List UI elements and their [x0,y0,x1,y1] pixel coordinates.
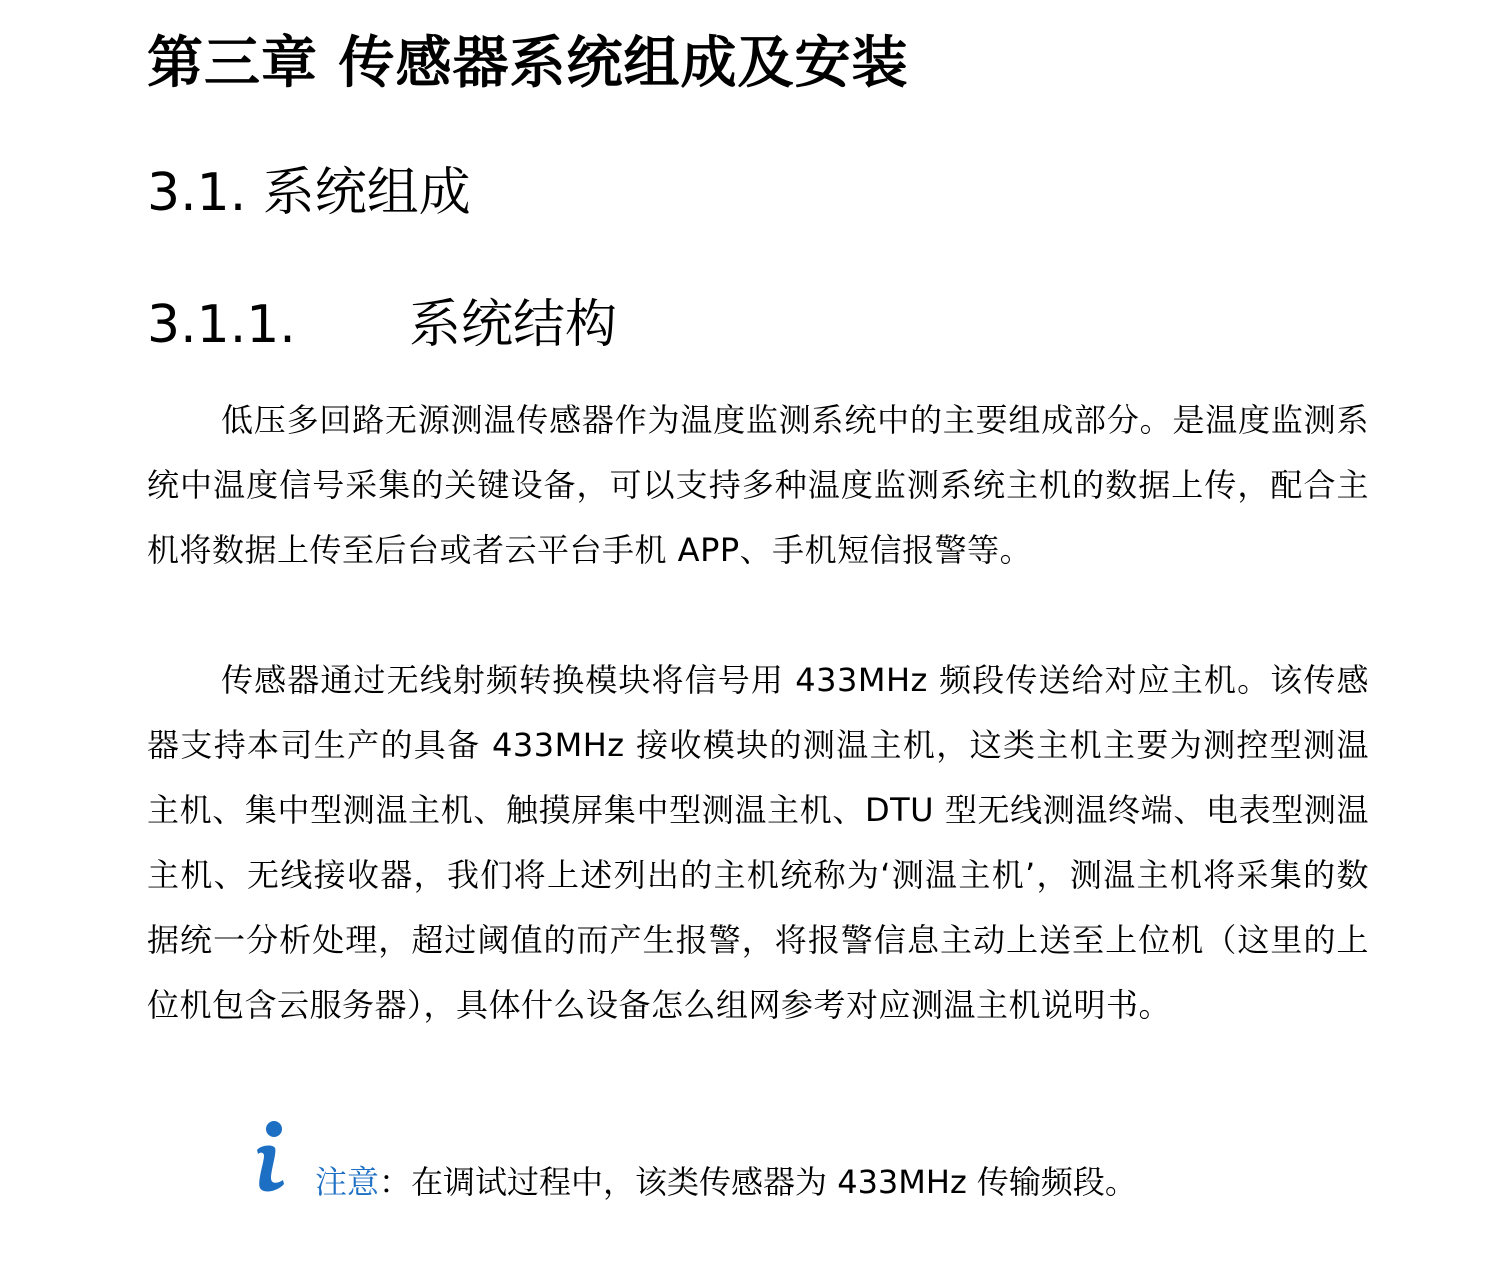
subsection-title [147,290,617,360]
note-separator: ： [379,1163,412,1201]
subsection-number: 3.1.1. [147,295,296,355]
section-title: 3.1. 系统组成 [147,163,471,223]
info-icon [247,1118,297,1198]
note-text [315,1158,1137,1206]
subsection-label: 系统结构 [409,295,618,355]
note-body: 在调试过程中，该类传感器为 433MHz 传输频段。 [411,1163,1137,1201]
body-paragraph-2: 传感器通过无线射频转换模块将信号用 433MHz 频段传送给对应主机。该传感器支持本司生产的具备 433MHz 接收模块的测温主机，这类主机主要为测控型测温主机、集中型测温主机、触摸屏集中型测温主机、DTU 型无线测温终端、电表型测温主机、无线接收器，我们将上述列出的主机统称为‘测温主机’，测温主机将采集的数据统一分析处理，超过阈值的而产生报警，将报警信息主动上送至上位机（这里的上位机包含云服务器），具体什么设备怎么组网参考对应测温主机说明书。 [147,661,1369,1024]
note-callout [247,1118,1137,1201]
note-label: 注意 [315,1163,380,1201]
body-paragraph-1: 低压多回路无源测温传感器作为温度监测系统中的主要组成部分。是温度监测系统中温度信号采集的关键设备，可以支持多种温度监测系统主机的数据上传，配合主机将数据上传至后台或者云平台手机 APP、手机短信报警等。 [147,401,1369,569]
chapter-title: 第三章 传感器系统组成及安装 [147,31,909,96]
